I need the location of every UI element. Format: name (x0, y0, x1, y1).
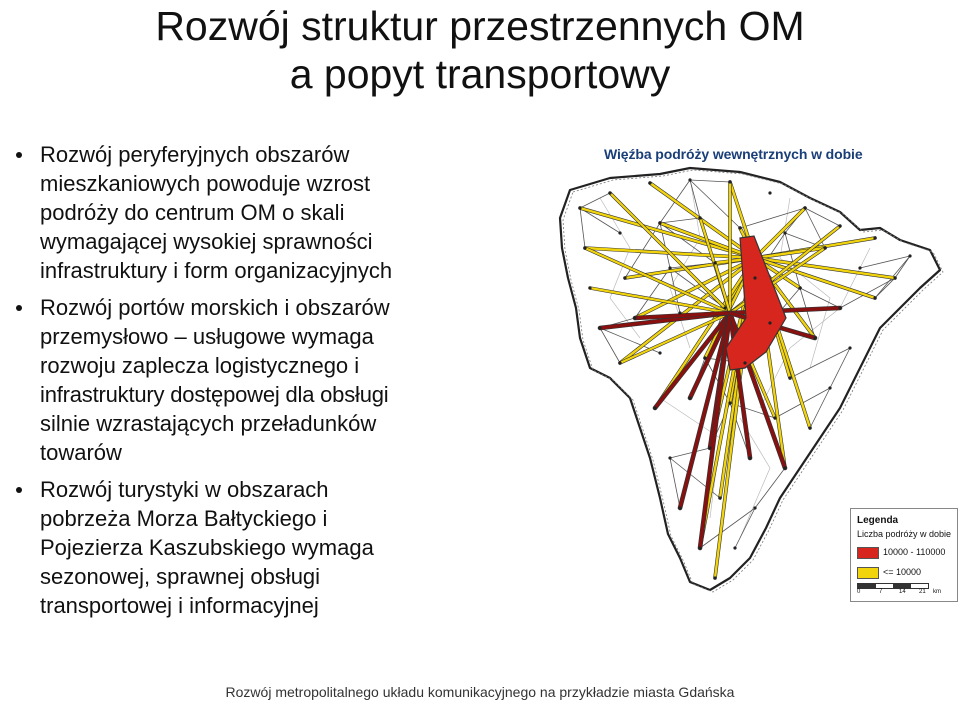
legend-swatch-red (857, 547, 879, 559)
travel-node (738, 226, 741, 229)
travel-node (623, 276, 626, 279)
travel-node (688, 396, 691, 399)
travel-node (813, 336, 816, 339)
legend-subtitle: Liczba podróży w dobie (857, 529, 952, 539)
travel-node (678, 506, 681, 509)
travel-node (588, 286, 591, 289)
bullet-line: podróży do centrum OM o skali (40, 200, 345, 225)
bullet-line: Rozwój peryferyjnych obszarów (40, 142, 350, 167)
travel-node (713, 576, 716, 579)
travel-node (658, 221, 661, 224)
travel-node (648, 181, 651, 184)
travel-node (703, 356, 706, 359)
bullet-icon (16, 152, 22, 158)
bullet-line: mieszkaniowych powoduje wzrost (40, 171, 371, 196)
travel-node (618, 231, 621, 234)
travel-node (783, 466, 786, 469)
legend-title: Legenda (857, 515, 899, 526)
travel-node (828, 386, 831, 389)
travel-node (768, 191, 771, 194)
travel-node (728, 180, 731, 183)
bullet-item (14, 140, 534, 285)
travel-node (688, 178, 691, 181)
bullet-list (14, 140, 534, 620)
bullet-line: towarów (40, 440, 122, 465)
bullet-item (14, 475, 534, 620)
travel-node (748, 456, 751, 459)
scale-tick: 0 (857, 589, 861, 595)
map-legend (850, 508, 958, 602)
travel-node (583, 246, 586, 249)
travel-node (698, 546, 701, 549)
travel-node (618, 361, 621, 364)
bullet-line: rozwoju zaplecza logistycznego i (40, 353, 360, 378)
bullet-line: infrastruktury i form organizacyjnych (40, 258, 393, 283)
scale-tick: 21 (919, 589, 926, 595)
legend-swatch-yellow (857, 567, 879, 579)
bullet-line: Rozwój portów morskich i obszarów (40, 295, 390, 320)
travel-node (723, 306, 726, 309)
travel-node (808, 426, 811, 429)
travel-node (633, 316, 636, 319)
travel-node (838, 224, 841, 227)
travel-node (728, 401, 731, 404)
travel-node (718, 496, 721, 499)
travel-node (753, 506, 756, 509)
travel-node (823, 246, 826, 249)
travel-node (848, 346, 851, 349)
scale-tick: 14 (899, 589, 906, 595)
travel-node (713, 261, 716, 264)
travel-node (873, 236, 876, 239)
bullet-line: infrastruktury dostępowej dla obsługi (40, 382, 389, 407)
travel-node (668, 266, 671, 269)
bullet-line: przemysłowo – usługowe wymaga (40, 324, 374, 349)
travel-node (678, 311, 681, 314)
bullet-item (14, 293, 534, 467)
travel-node (753, 276, 756, 279)
map-title: Więźba podróży wewnętrznych w dobie (604, 146, 863, 162)
scale-tick: km (933, 589, 941, 595)
bullet-line: wymagającej wysokiej sprawności (40, 229, 373, 254)
travel-node (598, 326, 601, 329)
travel-node (858, 266, 861, 269)
legend-label-high: 10000 - 110000 (883, 547, 946, 557)
travel-node (743, 361, 746, 364)
bullet-line: pobrzeża Morza Bałtyckiego i (40, 506, 328, 531)
travel-node (733, 546, 736, 549)
bullet-line: transportowej i informacyjnej (40, 593, 319, 618)
bullet-icon (16, 487, 22, 493)
travel-node (658, 351, 661, 354)
bullet-line: Rozwój turystyki w obszarach (40, 477, 329, 502)
travel-node (783, 231, 786, 234)
bullet-line: sezonowej, sprawnej obsługi (40, 564, 321, 589)
travel-node (668, 456, 671, 459)
bullet-icon (16, 305, 22, 311)
slide-title (0, 2, 960, 98)
slide-title-line-1: Rozwój struktur przestrzennych OM (155, 3, 805, 49)
bullet-line: Pojezierza Kaszubskiego wymaga (40, 535, 374, 560)
travel-node (788, 376, 791, 379)
travel-node (893, 276, 896, 279)
travel-node (908, 254, 911, 257)
travel-node (653, 406, 656, 409)
travel-node (768, 321, 771, 324)
travel-node (838, 306, 841, 309)
scale-tick: 7 (879, 589, 883, 595)
bullet-line: silnie wzrastających przeładunków (40, 411, 377, 436)
legend-label-low: <= 10000 (883, 567, 922, 577)
slide-title-line-2: a popyt transportowy (289, 51, 671, 97)
slide-footer: Rozwój metropolitalnego układu komunikacyjnego na przykładzie miasta Gdańska (225, 684, 735, 700)
travel-node (873, 296, 876, 299)
travel-node (803, 206, 806, 209)
travel-node (773, 416, 776, 419)
travel-node (698, 216, 701, 219)
travel-node (608, 191, 611, 194)
travel-node (578, 206, 581, 209)
travel-node (708, 446, 711, 449)
travel-node (798, 286, 801, 289)
